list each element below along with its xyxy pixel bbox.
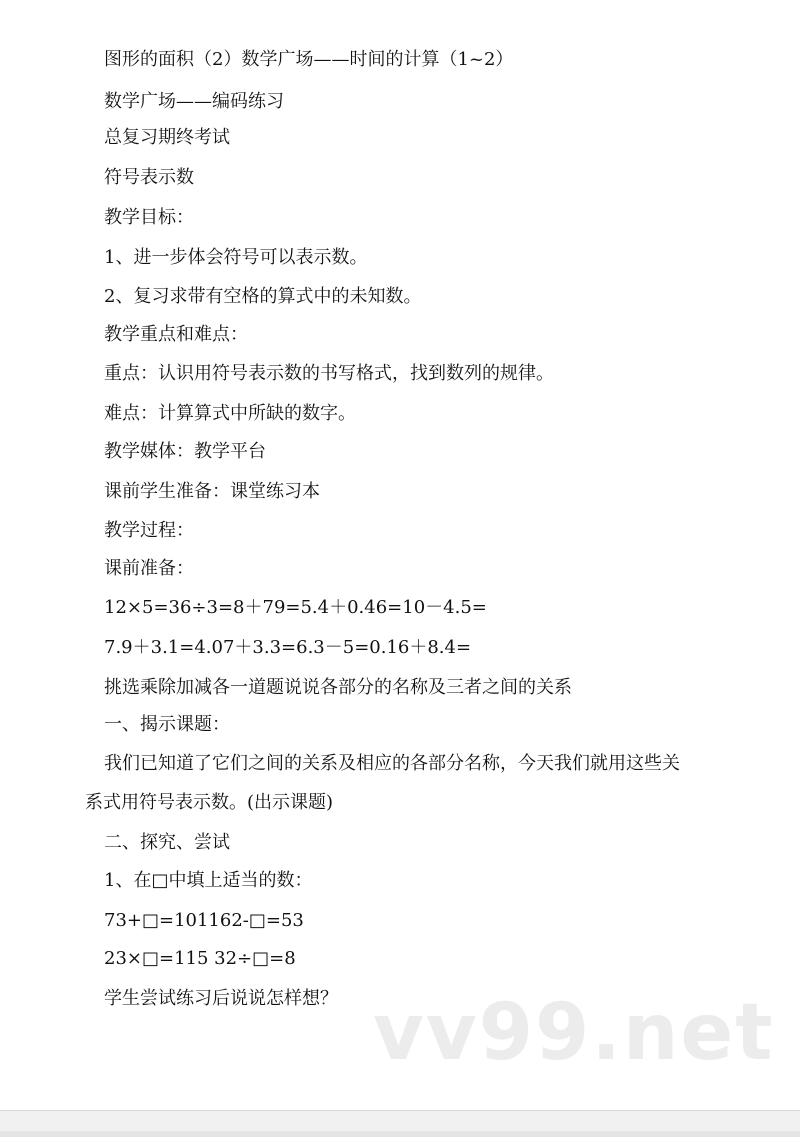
text-line-20: 系式用符号表示数。(出示课题) <box>85 792 334 813</box>
text-line-5: 教学目标： <box>104 207 194 228</box>
text-line-23: 73+□=101162-□=53 <box>104 910 304 931</box>
text-line-6: 1、进一步体会符号可以表示数。 <box>104 247 368 268</box>
text-line-8: 教学重点和难点： <box>104 324 248 345</box>
text-line-25: 学生尝试练习后说说怎样想？ <box>104 988 338 1009</box>
page-bottom-shadow <box>0 1131 800 1137</box>
text-line-19: 我们已知道了它们之间的关系及相应的各部分名称，今天我们就用这些关 <box>104 753 680 774</box>
text-line-2: 数学广场——编码练习 <box>104 91 284 112</box>
text-line-17: 挑选乘除加减各一道题说说各部分的名称及三者之间的关系 <box>104 677 572 698</box>
text-line-24: 23×□=115 32÷□=8 <box>104 948 296 969</box>
text-line-13: 教学过程： <box>104 520 194 541</box>
text-line-22: 1、在□中填上适当的数： <box>104 870 313 891</box>
text-line-9: 重点：认识用符号表示数的书写格式，找到数列的规律。 <box>104 363 554 384</box>
text-line-3: 总复习期终考试 <box>104 127 230 148</box>
text-line-21: 二、探究、尝试 <box>104 832 230 853</box>
text-line-7: 2、复习求带有空格的算式中的未知数。 <box>104 286 422 307</box>
text-line-10: 难点：计算算式中所缺的数字。 <box>104 403 356 424</box>
text-line-16: 7.9＋3.1=4.07＋3.3=6.3－5=0.16＋8.4= <box>104 637 472 658</box>
text-line-4: 符号表示数 <box>104 167 194 188</box>
text-line-1: 图形的面积（2）数学广场——时间的计算（1~2） <box>104 49 514 70</box>
text-line-14: 课前准备： <box>104 558 194 579</box>
text-line-12: 课前学生准备：课堂练习本 <box>104 481 320 502</box>
text-line-15: 12×5=36÷3=8＋79=5.4＋0.46=10－4.5= <box>104 597 487 618</box>
text-line-11: 教学媒体：教学平台 <box>104 441 266 462</box>
watermark-text: vv99.net <box>373 988 775 1078</box>
page-bottom-edge <box>0 1110 800 1137</box>
text-line-18: 一、揭示课题： <box>104 714 230 735</box>
